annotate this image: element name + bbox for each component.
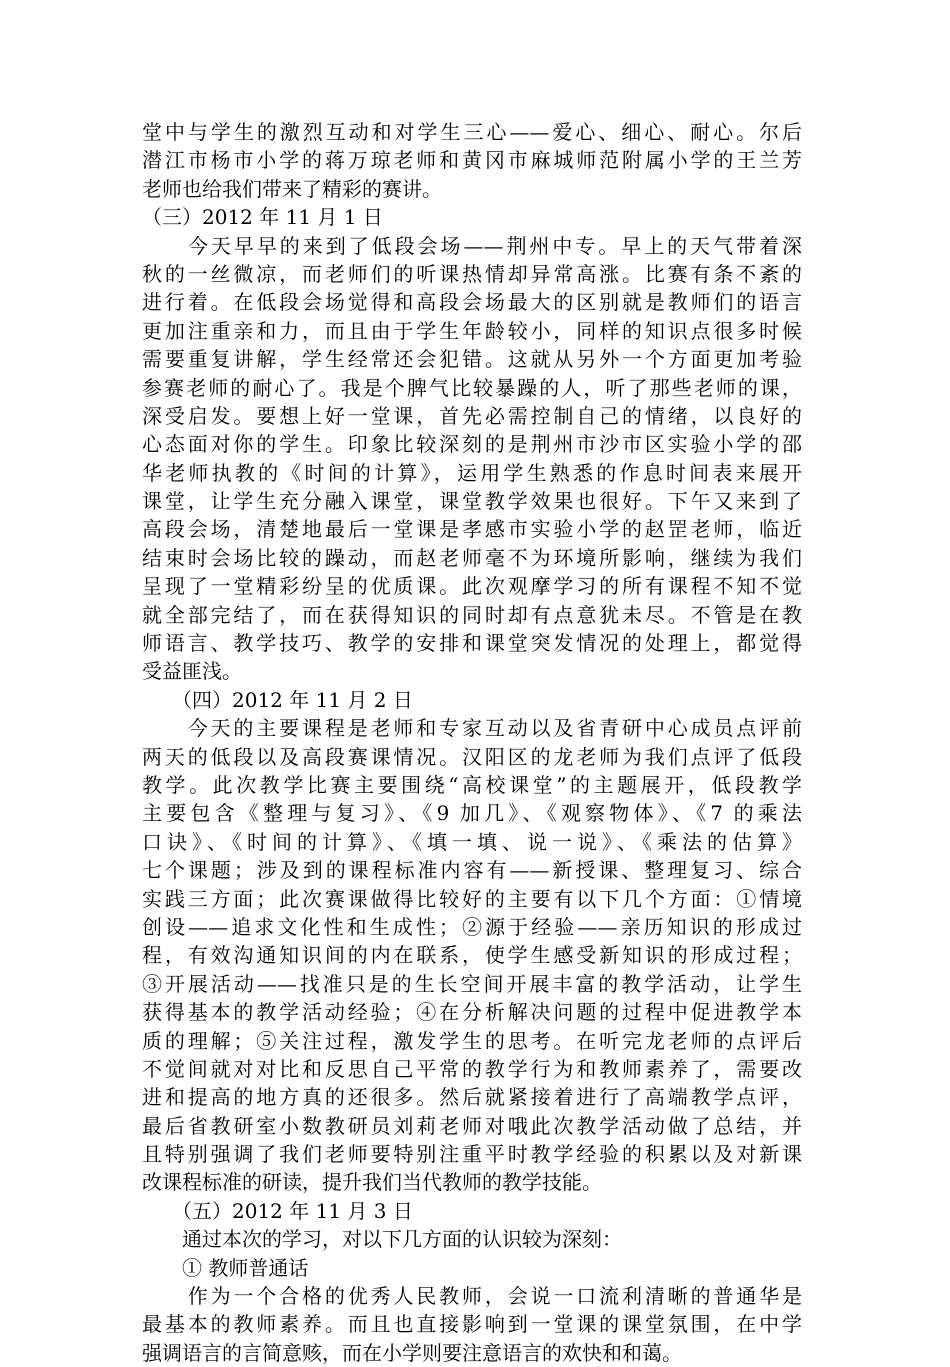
text-line: 需要重复讲解，学生经常还会犯错。这就从另外一个方面更加考验 bbox=[142, 347, 802, 372]
text-line: ③开展活动——找准只是的生长空间开展丰富的教学活动，让学生 bbox=[142, 971, 802, 996]
text-line: 心态面对你的学生。印象比较深刻的是荆州市沙市区实验小学的邵 bbox=[142, 432, 802, 457]
text-line: 最基本的教师素养。而且也直接影响到一堂课的课堂氛围，在中学 bbox=[142, 1312, 802, 1337]
text-line: 改课程标准的研读，提升我们当代教师的教学技能。 bbox=[142, 1170, 602, 1195]
text-line: 质的理解；⑤关注过程，激发学生的思考。在听完龙老师的点评后 bbox=[142, 1028, 802, 1053]
text-line: 获得基本的教学活动经验；④在分析解决问题的过程中促进教学本 bbox=[142, 1000, 802, 1025]
text-line: 七个课题；涉及到的课程标准内容有——新授课、整理复习、综合 bbox=[142, 858, 802, 883]
text-line: 主要包含《整理与复习》、《9 加几》、《观察物体》、《7 的乘法 bbox=[142, 801, 802, 826]
text-line: ① 教师普通话 bbox=[142, 1255, 309, 1280]
text-line: 呈现了一堂精彩纷呈的优质课。此次观摩学习的所有课程不知不觉 bbox=[142, 574, 802, 599]
text-line: 高段会场，清楚地最后一堂课是孝感市实验小学的赵罡老师，临近 bbox=[142, 517, 802, 542]
text-line: 口诀》、《时间的计算》、《填一填、说一说》、《乘法的估算》 bbox=[142, 829, 802, 854]
text-line: 强调语言的言简意赅，而在小学则要注意语言的欢快和和蔼。 bbox=[142, 1340, 682, 1365]
text-line: 不觉间就对对比和反思自己平常的教学行为和教师素养了，需要改 bbox=[142, 1056, 802, 1081]
text-line: 最后省教研室小数教研员刘莉老师对哦此次教学活动做了总结，并 bbox=[142, 1113, 802, 1138]
text-line: 老师也给我们带来了精彩的赛讲。 bbox=[142, 176, 442, 201]
text-line: 参赛老师的耐心了。我是个脾气比较暴躁的人，听了那些老师的课， bbox=[142, 375, 802, 400]
text-line: 通过本次的学习，对以下几方面的认识较为深刻： bbox=[142, 1227, 622, 1252]
text-line: （四）2012 年 11 月 2 日 bbox=[142, 687, 413, 712]
text-line: 实践三方面；此次赛课做得比较好的主要有以下几个方面：①情境 bbox=[142, 886, 802, 911]
text-line: 创设——追求文化性和生成性；②源于经验——亲历知识的形成过 bbox=[142, 914, 802, 939]
text-line: 进行着。在低段会场觉得和高段会场最大的区别就是教师们的语言 bbox=[142, 290, 802, 315]
text-line: 深受启发。要想上好一堂课，首先必需控制自己的情绪，以良好的 bbox=[142, 403, 802, 428]
text-line: （三）2012 年 11 月 1 日 bbox=[142, 205, 383, 230]
text-line: 进和提高的地方真的还很多。然后就紧接着进行了高端教学点评， bbox=[142, 1085, 802, 1110]
text-line: 更加注重亲和力，而且由于学生年龄较小，同样的知识点很多时候 bbox=[142, 318, 802, 343]
text-line: 堂中与学生的激烈互动和对学生三心——爱心、细心、耐心。尔后 bbox=[142, 120, 802, 144]
document-body bbox=[142, 118, 802, 1367]
text-line: 课堂，让学生充分融入课堂，课堂教学效果也很好。下午又来到了 bbox=[142, 489, 802, 514]
text-line: 就全部完结了，而在获得知识的同时却有点意犹未尽。不管是在教 bbox=[142, 602, 802, 627]
text-line: 作为一个合格的优秀人民教师，会说一口流利清晰的普通华是 bbox=[142, 1284, 802, 1309]
text-line: 程，有效沟通知识间的内在联系，使学生感受新知识的形成过程； bbox=[142, 943, 802, 968]
text-line: 今天的主要课程是老师和专家互动以及省青研中心成员点评前 bbox=[142, 716, 802, 741]
text-line: 潜江市杨市小学的蒋万琼老师和黄冈市麻城师范附属小学的王兰芳 bbox=[142, 148, 802, 173]
text-line: 今天早早的来到了低段会场——荆州中专。早上的天气带着深 bbox=[142, 233, 802, 258]
text-line: 华老师执教的《时间的计算》，运用学生熟悉的作息时间表来展开 bbox=[142, 460, 802, 485]
text-line: 受益匪浅。 bbox=[142, 659, 242, 684]
text-line: 教学。此次教学比赛主要围绕“高校课堂”的主题展开，低段教学 bbox=[142, 772, 802, 797]
text-line: 两天的低段以及高段赛课情况。汉阳区的龙老师为我们点评了低段 bbox=[142, 744, 802, 769]
text-line: （五）2012 年 11 月 3 日 bbox=[142, 1198, 413, 1223]
text-line: 且特别强调了我们老师要特别注重平时教学经验的积累以及对新课 bbox=[142, 1142, 802, 1167]
text-line: 秋的一丝微凉，而老师们的听课热情却异常高涨。比赛有条不紊的 bbox=[142, 261, 802, 286]
text-line: 师语言、教学技巧、教学的安排和课堂突发情况的处理上，都觉得 bbox=[142, 631, 802, 656]
text-line: 结束时会场比较的躁动，而赵老师毫不为环境所影响，继续为我们 bbox=[142, 545, 802, 570]
